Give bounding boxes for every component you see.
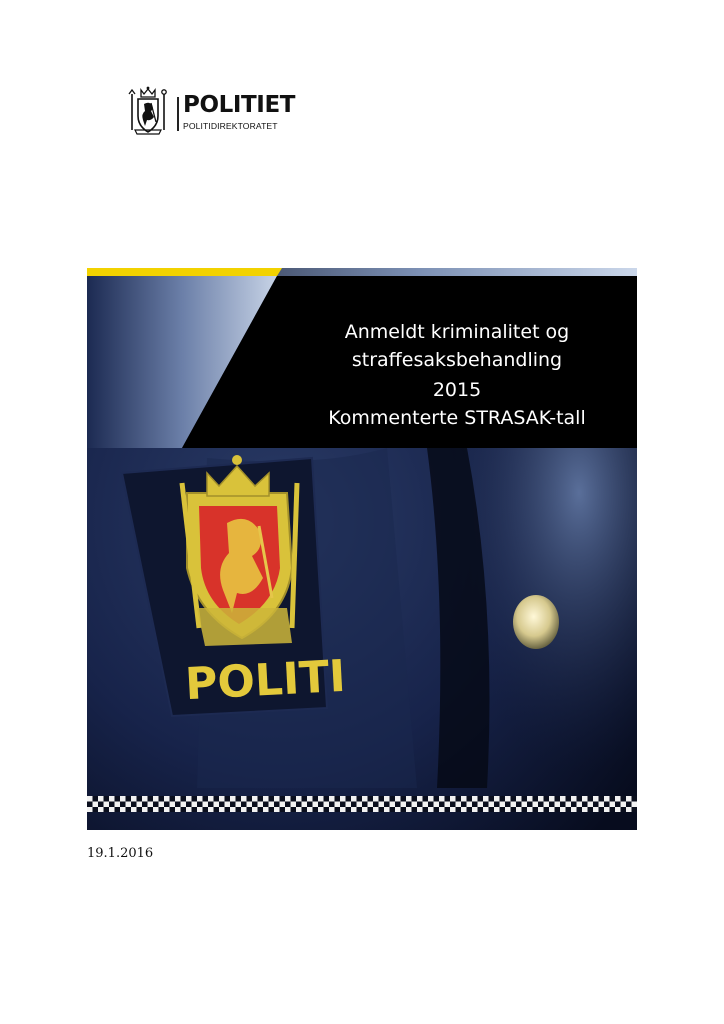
title-line-1: Anmeldt kriminalitet og xyxy=(344,321,570,343)
yellow-accent-stripe xyxy=(87,268,282,276)
logo-subtitle: POLITIDIREKTORATET xyxy=(183,121,278,131)
checkered-band xyxy=(87,796,637,812)
lion-crest-icon xyxy=(127,86,169,136)
cover-image xyxy=(87,268,637,830)
logo-wordmark: POLITIET xyxy=(183,92,296,118)
patch-text: POLITI xyxy=(183,650,347,711)
uniform-button xyxy=(513,595,559,649)
title-line-4: Kommenterte STRASAK-tall xyxy=(328,407,586,429)
title-year: 2015 xyxy=(432,379,482,401)
title-line-2: straffesaksbehandling xyxy=(351,349,563,371)
politiet-logo xyxy=(127,86,327,136)
logo-divider xyxy=(177,97,179,131)
cover-title xyxy=(277,277,637,448)
document-date: 19.1.2016 xyxy=(87,846,154,861)
